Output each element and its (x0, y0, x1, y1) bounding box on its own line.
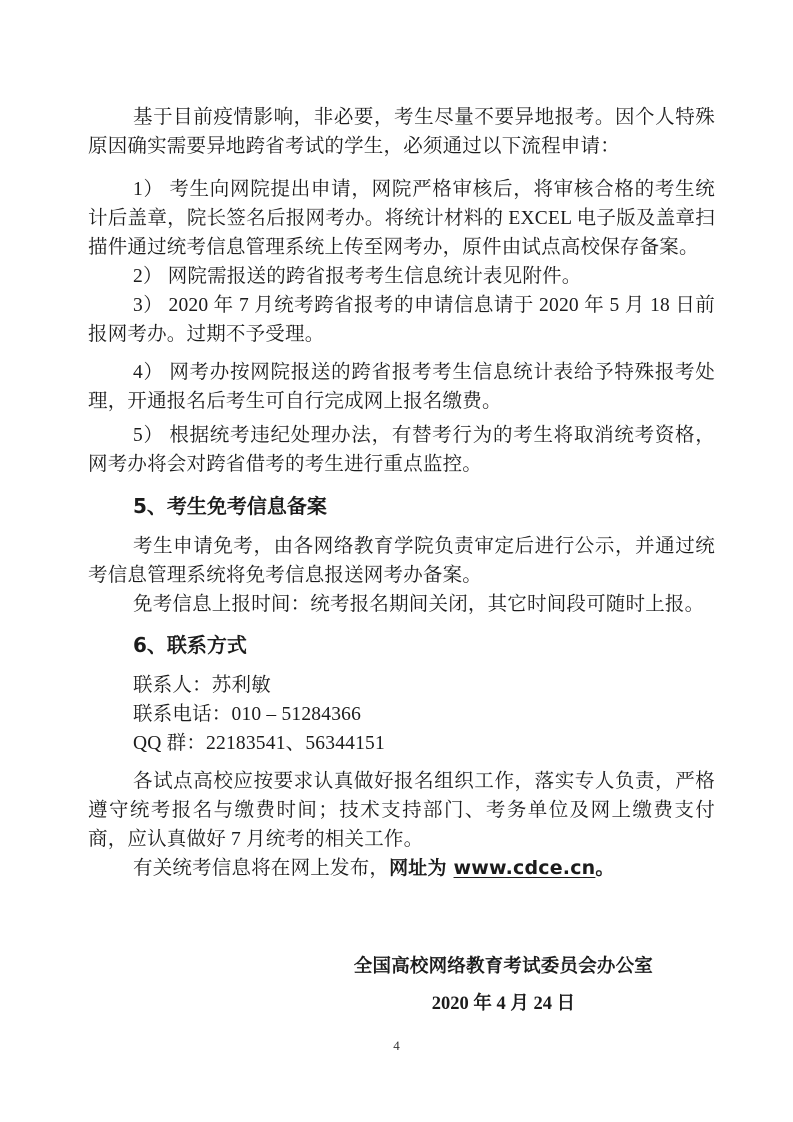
closing-suffix: 。 (595, 857, 615, 879)
section-5-heading: 5、考生免考信息备案 (133, 494, 327, 518)
contact-qq-line: QQ 群：22183541、56344151 (133, 733, 385, 754)
contact-person-line: 联系人：苏利敏 (133, 675, 271, 696)
signature-organization: 全国高校网络教育考试委员会办公室 (353, 957, 653, 977)
signature-date: 2020 年 4 月 24 日 (431, 994, 576, 1014)
closing-prefix: 有关统考信息将在网上发布， (133, 858, 390, 879)
procedure-item-2: 2） 网院需报送的跨省报考考生信息统计表见附件。 (133, 266, 582, 287)
website-link[interactable]: www.cdce.cn (453, 857, 596, 879)
procedure-item-5: 5） 根据统考违纪处理办法，有替考行为的考生将取消统考资格，网考办将会对跨省借考的考生进行重点监控。 (88, 425, 715, 475)
page-number: 4 (393, 1038, 400, 1053)
closing-url-label: 网址为 (389, 857, 454, 879)
intro-paragraph: 基于目前疫情影响，非必要，考生尽量不要异地报考。因个人特殊原因确实需要异地跨省考试的学生，必须通过以下流程申请： (88, 107, 715, 157)
contact-phone-line: 联系电话：010 – 51284366 (133, 704, 362, 725)
procedure-item-4: 4） 网考办按网院报送的跨省报考考生信息统计表给予特殊报考处理，开通报名后考生可自行完成网上报名缴费。 (88, 362, 715, 412)
free-exam-deadline-line: 免考信息上报时间：统考报名期间关闭，其它时间段可随时上报。 (133, 594, 705, 615)
free-exam-paragraph: 考生申请免考，由各网络教育学院负责审定后进行公示，并通过统考信息管理系统将免考信息报送网考办备案。 (88, 536, 715, 586)
signature-block (354, 949, 653, 1023)
notice-paragraph: 各试点高校应按要求认真做好报名组织工作，落实专人负责，严格遵守统考报名与缴费时间；技术支持部门、考务单位及网上缴费支付商，应认真做好 7 月统考的相关工作。 (88, 771, 715, 850)
section-6-heading: 6、联系方式 (133, 633, 247, 657)
procedure-item-3: 3） 2020 年 7 月统考跨省报考的申请信息请于 2020 年 5 月 18 日前报网考办。过期不予受理。 (88, 295, 715, 345)
procedure-item-1: 1） 考生向网院提出申请，网院严格审核后，将审核合格的考生统计后盖章，院长签名后报网考办。将统计材料的 EXCEL 电子版及盖章扫描件通过统考信息管理系统上传至网考办，原件由试点高校保存备案。 (88, 179, 715, 258)
closing-line (88, 854, 715, 883)
